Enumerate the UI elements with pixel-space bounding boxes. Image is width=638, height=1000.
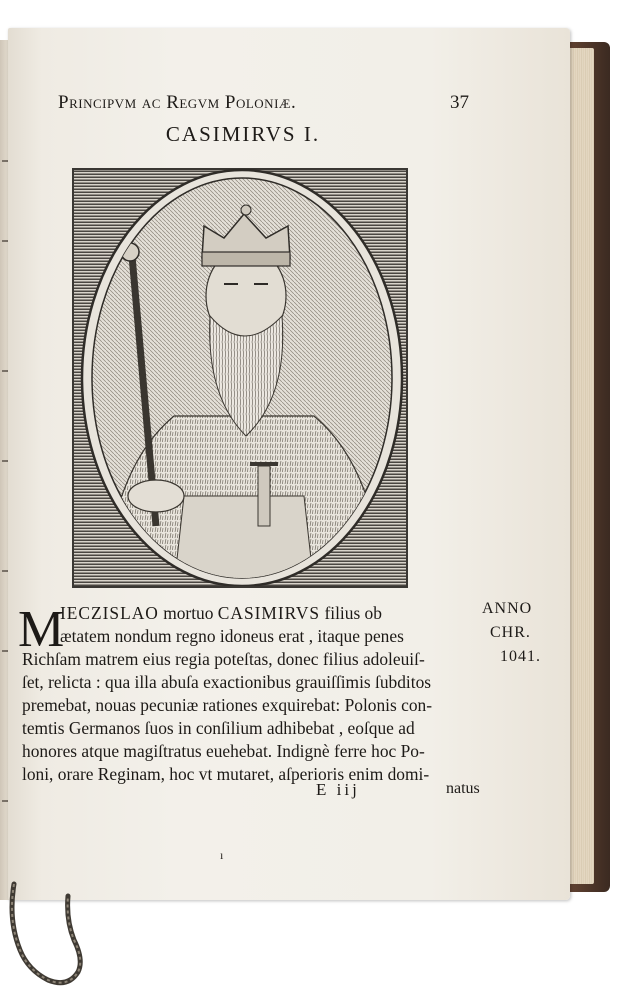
drop-cap: M: [18, 601, 65, 658]
text-line: loni, orare Reginam, hoc vt mutaret, aſperioris enim domi-: [22, 764, 430, 784]
page-mark: ı: [220, 848, 224, 862]
signature-mark: E iij: [316, 780, 360, 799]
text-line-lead: IECZISLAO: [60, 603, 159, 623]
page-number: 37: [450, 92, 469, 113]
text-line-rest: mortuo: [158, 603, 218, 623]
text-line-tail: filius ob: [320, 603, 382, 623]
catchword: natus: [446, 780, 480, 797]
margin-note-line: CHR.: [490, 624, 531, 641]
text-line: honores atque magiſtratus euehebat. Indignè ferre hoc Po-: [22, 741, 425, 761]
text-line: [60, 602, 382, 626]
margin-note-line: 1041.: [500, 648, 541, 665]
text-line: ſet, relicta : qua illa abuſa exactionibus grauiſſimis ſubditos: [22, 672, 432, 692]
text-line-caps: CASIMIRVS: [217, 603, 321, 623]
plate-title: CASIMIRVS I.: [165, 122, 321, 146]
text-line: ætatem nondum regno idoneus erat , itaque penes: [60, 626, 404, 646]
text-line: premebat, nouas pecuniæ rationes exquirebat: Polonis con-: [22, 695, 433, 715]
text-line: temtis Germanos ſuos in conſilium adhibebat , eoſque ad: [22, 718, 415, 738]
running-head: Principvm ac Regvm Poloniæ.: [58, 92, 297, 113]
text-line: Richſam matrem eius regia poteſtas, donec filius adoleuiſ-: [22, 649, 425, 669]
king-portrait-engraving: [74, 166, 410, 586]
ribbon-bookmark: [8, 880, 98, 990]
margin-note-line: ANNO: [482, 600, 533, 617]
